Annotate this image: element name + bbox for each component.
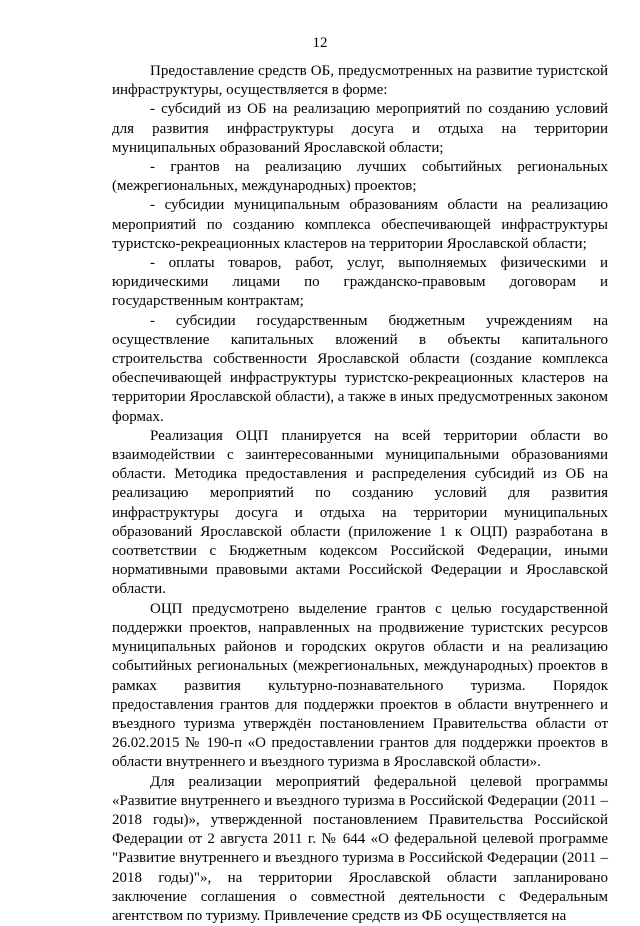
document-body (112, 62, 608, 926)
page-number: 12 (312, 35, 328, 51)
list-item-subsidies-institutions: - субсидии государственным бюджетным учреждениям на осуществление капитальных вложений в объекты капитального строительства собственности Ярославской области (создание комплекса обеспечивающей инфраструктуры туристско-рекреационных кластеров на территории Ярославской области), а также в иных предусмотренных законом формах. (112, 312, 608, 425)
list-item-grants: - грантов на реализацию лучших событийных региональных (межрегиональных, международных) проектов; (112, 159, 608, 195)
paragraph-intro: Предоставление средств ОБ, предусмотренных на развитие туристской инфраструктуры, осуществляется в форме: (112, 63, 608, 99)
list-item-payments: - оплаты товаров, работ, услуг, выполняемых физическими и юридическими лицами по гражданско-правовым договорам и государственным контрактам; (112, 255, 608, 310)
paragraph-grants: ОЦП предусмотрено выделение грантов с целью государственной поддержки проектов, направленных на продвижение туристских ресурсов муниципальных районов и городских округов области и на реализацию событийных региональных (межрегиональных, международных) проектов в рамках развития культурно-познавательного туризма. Порядок предоставления грантов для поддержки проектов в области внутреннего и въездного туризма утверждён постановлением Правительства области от 26.02.2015 № 190-п «О предоставлении грантов для поддержки проектов в области внутреннего и въездного туризма в Ярославской области». (112, 600, 608, 771)
paragraph-federal-program: Для реализации мероприятий федеральной целевой программы «Развитие внутреннего и въездного туризма в Российской Федерации (2011 – 2018 годы)», утвержденной постановлением Правительства Российской Федерации от 2 августа 2011 г. № 644 «О федеральной целевой программе "Развитие внутреннего и въездного туризма в Российской Федерации (2011 – 2018 годы)"», на территории Ярославской области запланировано заключение соглашения о совместной деятельности с Федеральным агентством по туризму. Привлечение средств из ФБ осуществляется на (112, 773, 608, 924)
paragraph-implementation: Реализация ОЦП планируется на всей территории области во взаимодействии с заинтересованными муниципальными образованиями области. Методика предоставления и распределения субсидий из ОБ на реализацию мероприятий по созданию условий для развития инфраструктуры досуга и отдыха на территории муниципальных образований Ярославской области (приложение 1 к ОЦП) разработана в соответствии с Бюджетным кодексом Российской Федерации, иными нормативными правовыми актами Российской Федерации и Ярославской области. (112, 427, 608, 598)
list-item-subsidies-clusters: - субсидии муниципальным образованиям области на реализацию мероприятий по созданию комплекса обеспечивающей инфраструктуры туристско-рекреационных кластеров на территории Ярославской области; (112, 197, 608, 252)
list-item-subsidies-infrastructure: - субсидий из ОБ на реализацию мероприятий по созданию условий для развития инфраструктуры досуга и отдыха на территории муниципальных образований Ярославской области; (112, 101, 608, 156)
